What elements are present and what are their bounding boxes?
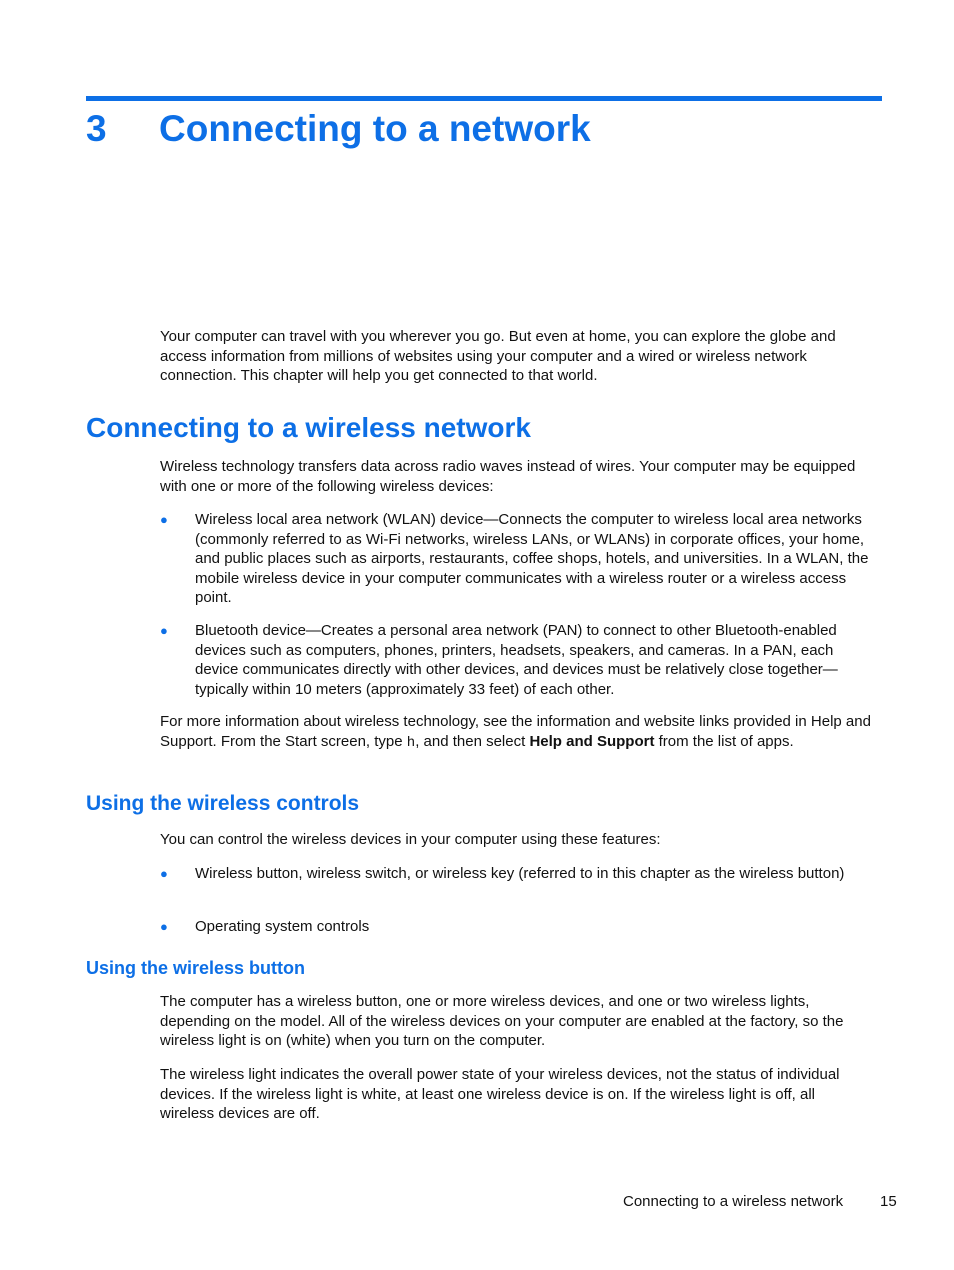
more-info-paragraph [160, 712, 872, 753]
chapter-number: 3 [86, 108, 107, 149]
more-info-text-3: from the list of apps. [654, 732, 794, 750]
chapter-title: Connecting to a network [159, 108, 591, 149]
bullet-marker: ● [160, 866, 168, 881]
bullet-marker: ● [160, 623, 168, 638]
chapter-rule [86, 96, 882, 101]
bullet-wlan: Wireless local area network (WLAN) device—Connects the computer to wireless local area networks (commonly referred to as Wi-Fi networks, wireless LANs, or WLANs) in corporate offices, your home, and public places such as airports, restaurants, coffee shops, hotels, and universities. In a WLAN, the mobile wireless device in your computer communicates with a wireless router or a wireless access point. [195, 511, 869, 607]
help-and-support-label: Help and Support [529, 732, 655, 750]
bullet-os-controls: Operating system controls [195, 918, 370, 935]
more-info-text-2: , and then select [415, 732, 530, 750]
bullet-marker: ● [160, 919, 168, 934]
bullet-marker: ● [160, 512, 168, 527]
section-heading-wireless: Connecting to a wireless network [86, 412, 531, 443]
chapter-heading [86, 104, 591, 154]
intro-paragraph: Your computer can travel with you wherever you go. But even at home, you can explore the globe and access information from millions of websites using your computer and a wired or wireless network connection. This chapter will help you get connected to that world. [160, 328, 836, 385]
bullet-bluetooth: Bluetooth device—Creates a personal area network (PAN) to connect to other Bluetooth-enabled devices such as computers, phones, printers, headsets, speakers, and cameras. In a PAN, each device communicates directly with other devices, and devices must be relatively close together—typically within 10 meters (approximately 33 feet) of each other. [195, 622, 838, 698]
wireless-intro: Wireless technology transfers data across radio waves instead of wires. Your computer may be equipped with one or more of the following wireless devices: [160, 458, 856, 495]
footer-section-title: Connecting to a wireless network [623, 1193, 844, 1210]
section-heading-controls: Using the wireless controls [86, 792, 360, 815]
footer-page-number: 15 [880, 1193, 897, 1210]
bullet-wireless-button: Wireless button, wireless switch, or wireless key (referred to in this chapter as the wireless button) [195, 865, 845, 882]
controls-intro: You can control the wireless devices in your computer using these features: [160, 831, 661, 848]
button-paragraph-2: The wireless light indicates the overall power state of your wireless devices, not the status of individual devices. If the wireless light is white, at least one wireless device is on. If the wireless light is off, all wireless devices are off. [160, 1066, 840, 1123]
section-heading-button: Using the wireless button [86, 958, 306, 978]
button-paragraph-1: The computer has a wireless button, one or more wireless devices, and one or two wireless lights, depending on the model. All of the wireless devices on your computer are enabled at the factory, so the wireless light is on (white) when you turn on the computer. [160, 993, 844, 1050]
search-key-code: h [406, 734, 416, 751]
more-info-text-1: For more information about wireless technology, see the information and website links provided in Help and Support. From the Start screen, type [160, 713, 871, 750]
